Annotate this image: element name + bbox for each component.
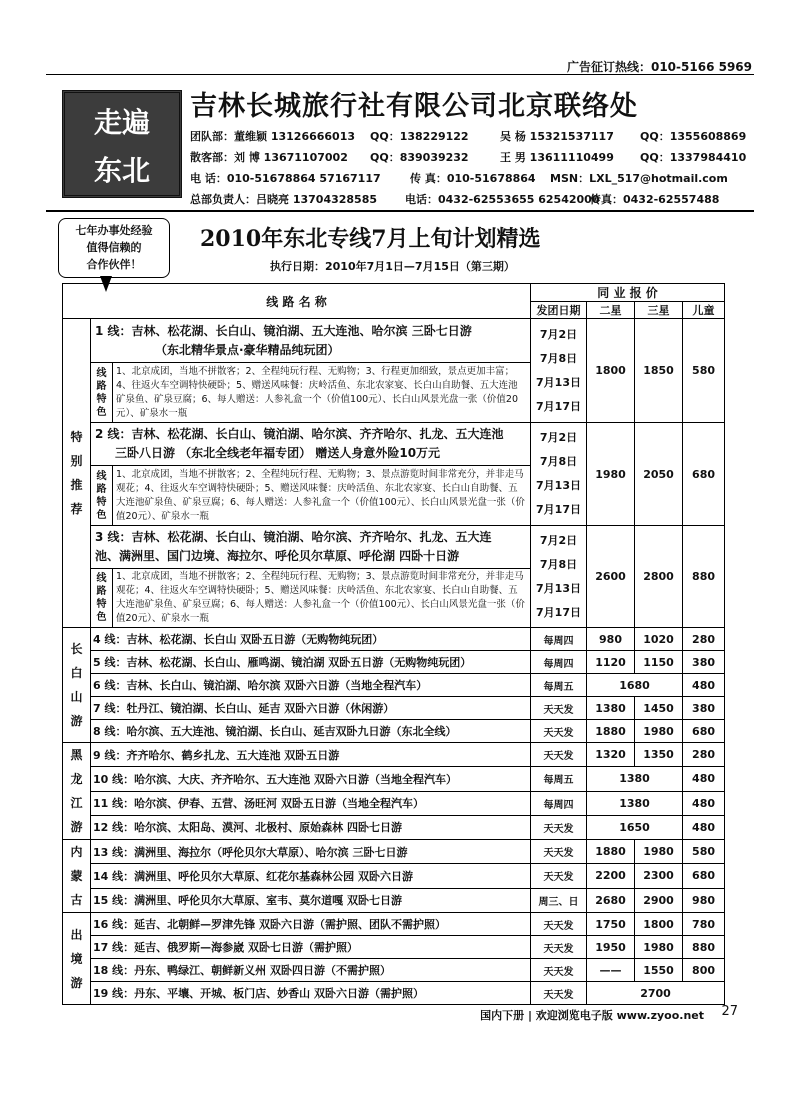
info-retail-qq: QQ：839039232	[370, 151, 469, 164]
route-name: 6 线：吉林、长白山、镜泊湖、哈尔滨 双卧六日游（当地全程汽车）	[91, 674, 531, 697]
route-row	[63, 913, 725, 936]
ad-hotline: 广告征订热线：010-5166 5969	[566, 60, 752, 74]
group-abroad: 出境游	[63, 913, 91, 1005]
route3-child: 880	[683, 526, 725, 628]
group-innermongolia: 内蒙古	[63, 840, 91, 913]
info-hq-manager: 总部负责人：吕晓亮 13704328585	[190, 193, 378, 206]
route-two: 1380	[587, 697, 635, 720]
route2-feature: 1、北京成团，当地不拼散客；2、全程纯玩行程、无购物；3、景点游览时间非常充分，并非走马观花；4、往返火车空调特快硬卧；5、赠送风味餐：庆岭活鱼、东北农家宴、长白山自助餐、五大连池矿泉鱼、矿泉豆腐；6、每人赠送：人参礼盒一个（价值100元）、长白山风景光盘一张（价值20元）、矿泉水一瓶	[113, 466, 531, 526]
info-retail-contact2: 王 男 13611110499	[500, 151, 614, 164]
route-name: 17 线：延吉、俄罗斯—海参崴 双卧七日游（需护照）	[91, 936, 531, 959]
route-date: 天天发	[531, 864, 587, 888]
bubble-line2: 值得信赖的	[86, 241, 142, 254]
price-table	[62, 283, 725, 1005]
route1-dates	[531, 319, 587, 423]
route-date: 周三、日	[531, 888, 587, 912]
route-three: 2900	[635, 888, 683, 912]
info-phone: 电 话：010-51678864 57167117	[190, 172, 381, 185]
route3-date: 7月17日	[536, 605, 581, 619]
info-retail-qq2: QQ：1337984410	[640, 151, 747, 164]
route-child: 580	[683, 840, 725, 864]
quote-header: 同 业 报 价	[531, 284, 725, 302]
route-row	[63, 697, 725, 720]
route1-date: 7月2日	[539, 327, 578, 341]
route2-date: 7月17日	[536, 503, 581, 516]
info-hq-fax: 传真：0432-62557488	[590, 193, 720, 206]
route-name: 10 线：哈尔滨、大庆、齐齐哈尔、五大连池 双卧六日游（当地全程汽车）	[91, 767, 531, 791]
route-row	[63, 628, 725, 651]
route-name: 15 线：满洲里、呼伦贝尔大草原、室韦、莫尔道嘎 双卧七日游	[91, 888, 531, 912]
bubble-line1: 七年办事处经验	[75, 224, 153, 237]
route-date: 每周四	[531, 651, 587, 674]
route-three: 1980	[635, 936, 683, 959]
route-two: 1880	[587, 840, 635, 864]
route1-title-row	[63, 319, 725, 363]
route-row	[63, 982, 725, 1005]
route-merged-price: 1680	[587, 674, 683, 697]
date-header: 发团日期	[531, 302, 587, 319]
route3-feature: 1、北京成团，当地不拼散客；2、全程纯玩行程、无购物；3、景点游览时间非常充分，并非走马观花；4、往返火车空调特快硬卧；5、赠送风味餐：庆岭活鱼、东北农家宴、长白山自助餐、五大连池矿泉鱼、矿泉豆腐；6、每人赠送：人参礼盒一个（价值100元）、长白山风景光盘一张（价值20元）、矿泉水一瓶	[113, 569, 531, 628]
route-row	[63, 743, 725, 767]
route3-feature-label: 线路特色	[91, 569, 113, 628]
route-row	[63, 864, 725, 888]
route-three: 2300	[635, 864, 683, 888]
route-three: 1020	[635, 628, 683, 651]
route-row	[63, 888, 725, 912]
route-name: 9 线：齐齐哈尔、鹤乡扎龙、五大连池 双卧五日游	[91, 743, 531, 767]
route-two: 1950	[587, 936, 635, 959]
route-date: 天天发	[531, 913, 587, 936]
route2-date: 7月8日	[539, 455, 578, 468]
route-name: 11 线：哈尔滨、伊春、五营、汤旺河 双卧五日游（当地全程汽车）	[91, 791, 531, 815]
route1-three: 1850	[635, 319, 683, 423]
route3-date: 7月8日	[539, 557, 578, 571]
route-two: 2680	[587, 888, 635, 912]
route-child: 480	[683, 791, 725, 815]
route-name: 8 线：哈尔滨、五大连池、镜泊湖、长白山、延吉双卧九日游（东北全线）	[91, 720, 531, 743]
route2-title-b: 三卧八日游 （东北全线老年福专团） 赠送人身意外险10万元	[115, 446, 441, 460]
route2-three: 2050	[635, 423, 683, 526]
route-three: 1350	[635, 743, 683, 767]
route-two: 2200	[587, 864, 635, 888]
route3-title	[91, 526, 531, 569]
route-two: ——	[587, 959, 635, 982]
route-name: 7 线：牡丹江、镜泊湖、长白山、延吉 双卧六日游（休闲游）	[91, 697, 531, 720]
header-rule	[46, 210, 754, 212]
group-changbai: 长白山游	[63, 628, 91, 743]
route3-dates	[531, 526, 587, 628]
route2-date: 7月13日	[536, 479, 581, 492]
exec-date: 执行日期：2010年7月1日—7月15日（第三期）	[270, 260, 515, 273]
route2-child: 680	[683, 423, 725, 526]
route-date: 天天发	[531, 743, 587, 767]
route3-title-a: 3 线：吉林、松花湖、长白山、镜泊湖、哈尔滨、齐齐哈尔、扎龙、五大连	[95, 530, 492, 544]
group-special: 特别推荐	[63, 319, 91, 628]
route1-title-a: 1 线：吉林、松花湖、长白山、镜泊湖、五大连池、哈尔滨 三卧七日游	[95, 323, 472, 338]
route3-two: 2600	[587, 526, 635, 628]
two-star-header: 二星	[587, 302, 635, 319]
route-child: 680	[683, 864, 725, 888]
page-number: 27	[721, 1004, 738, 1019]
route-merged-price: 1380	[587, 767, 683, 791]
route-name: 18 线：丹东、鸭绿江、朝鲜新义州 双卧四日游（不需护照）	[91, 959, 531, 982]
route-row	[63, 720, 725, 743]
route-child: 280	[683, 743, 725, 767]
route-two: 1750	[587, 913, 635, 936]
route-name: 14 线：满洲里、呼伦贝尔大草原、红花尔基森林公园 双卧六日游	[91, 864, 531, 888]
route-child: 780	[683, 913, 725, 936]
route3-title-b: 池、满洲里、国门边境、海拉尔、呼伦贝尔草原、呼伦湖 四卧十日游	[95, 549, 460, 563]
route-date: 天天发	[531, 697, 587, 720]
route-merged-price: 1650	[587, 815, 683, 839]
route-row	[63, 959, 725, 982]
child-header: 儿童	[683, 302, 725, 319]
route2-title-row	[63, 423, 725, 466]
route-name: 16 线：延吉、北朝鲜—罗津先锋 双卧六日游（需护照、团队不需护照）	[91, 913, 531, 936]
route-two: 980	[587, 628, 635, 651]
info-team-contact: 团队部：董维颖 13126666013	[190, 130, 356, 143]
route-child: 380	[683, 651, 725, 674]
route-merged-price: 1380	[587, 791, 683, 815]
route-header: 线 路 名 称	[63, 284, 531, 319]
logo-line2: 东北	[93, 154, 150, 187]
three-star-header: 三星	[635, 302, 683, 319]
route3-date: 7月13日	[536, 581, 581, 595]
route-date: 天天发	[531, 982, 587, 1005]
route1-date: 7月8日	[539, 351, 578, 365]
route1-date: 7月13日	[536, 375, 581, 389]
route-row	[63, 674, 725, 697]
speech-bubble	[58, 218, 170, 278]
info-team-qq: QQ：138229122	[370, 130, 469, 143]
route3-title-row	[63, 526, 725, 569]
route-name: 4 线：吉林、松花湖、长白山 双卧五日游（无购物纯玩团）	[91, 628, 531, 651]
route-date: 每周五	[531, 767, 587, 791]
route2-two: 1980	[587, 423, 635, 526]
route-child: 480	[683, 767, 725, 791]
route2-date: 7月2日	[539, 431, 578, 444]
info-msn: MSN：LXL_517@hotmail.com	[550, 172, 728, 185]
route2-dates	[531, 423, 587, 526]
route-child: 680	[683, 720, 725, 743]
route-date: 每周四	[531, 628, 587, 651]
route-three: 1800	[635, 913, 683, 936]
route-three: 1550	[635, 959, 683, 982]
route-name: 12 线：哈尔滨、太阳岛、漠河、北极村、原始森林 四卧七日游	[91, 815, 531, 839]
route2-title-a: 2 线：吉林、松花湖、长白山、镜泊湖、哈尔滨、齐齐哈尔、扎龙、五大连池	[95, 427, 504, 441]
route-date: 天天发	[531, 840, 587, 864]
route-name: 13 线：满洲里、海拉尔（呼伦贝尔大草原）、哈尔滨 三卧七日游	[91, 840, 531, 864]
route1-two: 1800	[587, 319, 635, 423]
route2-feature-label: 线路特色	[91, 466, 113, 526]
route-child: 880	[683, 936, 725, 959]
route-two: 1880	[587, 720, 635, 743]
route-two: 1120	[587, 651, 635, 674]
route-date: 每周四	[531, 791, 587, 815]
route-row	[63, 936, 725, 959]
header-row-1	[63, 284, 725, 302]
route-three: 1450	[635, 697, 683, 720]
route-row	[63, 651, 725, 674]
route-name: 5 线：吉林、松花湖、长白山、雁鸣湖、镜泊湖 双卧五日游（无购物纯玩团）	[91, 651, 531, 674]
info-team-contact2: 吴 杨 15321537117	[500, 130, 614, 143]
footer-text: 国内下册 | 欢迎浏览电子版 www.zyoo.net	[480, 1009, 704, 1022]
info-hq-phone: 电话：0432-62553655 62542000	[405, 193, 600, 206]
route-three: 1980	[635, 840, 683, 864]
route-row	[63, 815, 725, 839]
info-team-qq2: QQ：1355608869	[640, 130, 747, 143]
route3-date: 7月2日	[539, 533, 578, 547]
route1-title	[91, 319, 531, 363]
route-three: 1980	[635, 720, 683, 743]
route-date: 天天发	[531, 959, 587, 982]
route1-title-b: （东北精华景点·豪华精品纯玩团）	[155, 342, 340, 357]
page-title: 2010年东北专线7月上旬计划精选	[200, 226, 541, 252]
route-child: 800	[683, 959, 725, 982]
company-name: 吉林长城旅行社有限公司北京联络处	[190, 91, 638, 122]
route-date: 天天发	[531, 720, 587, 743]
route-row	[63, 767, 725, 791]
route1-child: 580	[683, 319, 725, 423]
route-name: 19 线：丹东、平壤、开城、板门店、妙香山 双卧六日游（需护照）	[91, 982, 531, 1005]
info-fax: 传 真：010-51678864	[410, 172, 536, 185]
route-child: 480	[683, 674, 725, 697]
route-date: 每周五	[531, 674, 587, 697]
route-three: 1150	[635, 651, 683, 674]
route-merged-price: 2700	[587, 982, 725, 1005]
route-row	[63, 791, 725, 815]
info-retail-contact: 散客部：刘 博 13671107002	[190, 151, 348, 164]
route1-feature: 1、北京成团，当地不拼散客；2、全程纯玩行程、无购物；3、行程更加细致，景点更加丰富；4、往返火车空调特快硬卧；5、赠送风味餐：庆岭活鱼、东北农家宴、长白山自助餐、五大连池矿泉鱼、矿泉豆腐；6、每人赠送：人参礼盒一个（价值100元）、长白山风景光盘一张（价值20元）、矿泉水一瓶	[113, 363, 531, 423]
route2-title	[91, 423, 531, 466]
route1-date: 7月17日	[536, 399, 581, 413]
route-child: 980	[683, 888, 725, 912]
route-row	[63, 840, 725, 864]
route-child: 280	[683, 628, 725, 651]
route-child: 380	[683, 697, 725, 720]
group-heilongjiang: 黑龙江游	[63, 743, 91, 840]
route1-feature-label: 线路特色	[91, 363, 113, 423]
route3-three: 2800	[635, 526, 683, 628]
route-date: 天天发	[531, 815, 587, 839]
route-two: 1320	[587, 743, 635, 767]
logo-line1: 走遍	[93, 106, 150, 139]
bubble-line3: 合作伙伴！	[86, 258, 142, 271]
route-date: 天天发	[531, 936, 587, 959]
top-rule	[46, 74, 754, 75]
route-child: 480	[683, 815, 725, 839]
logo	[62, 90, 182, 198]
